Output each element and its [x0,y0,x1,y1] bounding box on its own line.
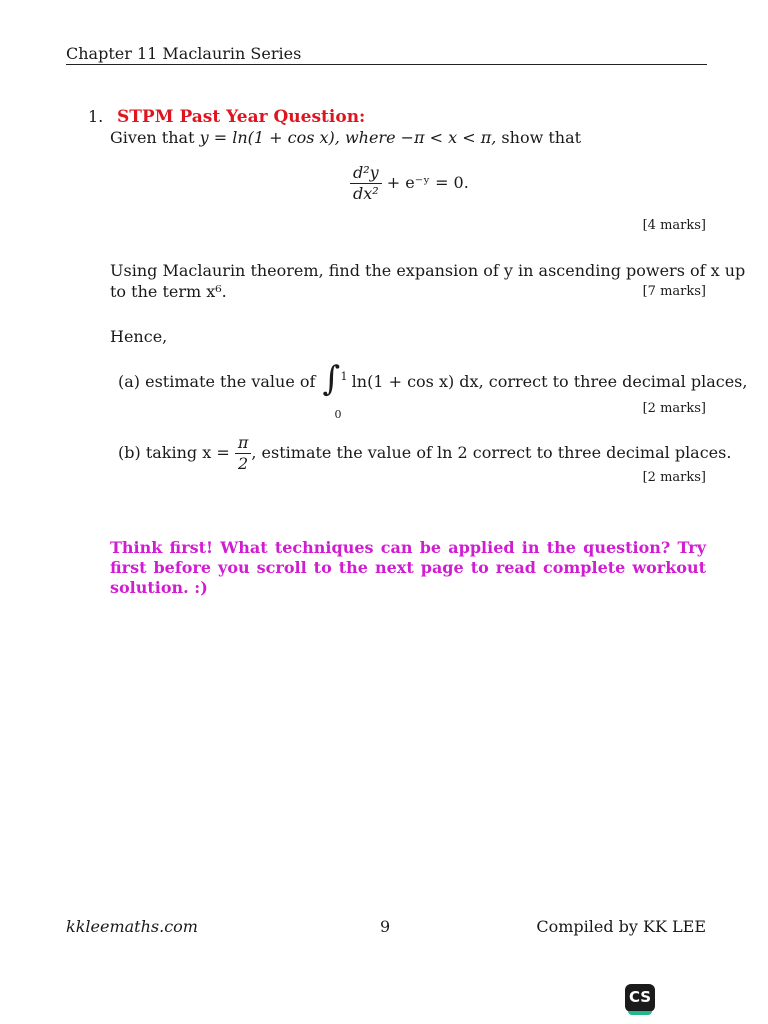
intro-prefix: Given that [110,128,200,147]
intro-suffix: show that [496,128,582,147]
question-title: STPM Past Year Question: [117,107,366,127]
derivative-denominator: dx² [353,184,379,203]
equation-rest: + e⁻ʸ = 0. [386,173,469,192]
part-b-label: (b) [118,443,141,462]
part-b-prefix: taking x = [145,443,230,462]
part-a-prefix: estimate the value of [145,372,316,391]
differential-equation [350,163,469,204]
marks-b: [2 marks] [642,470,706,485]
intro-math: y = ln(1 + cos x), where −π < x < π, [199,128,497,147]
question-number: 1. [88,107,104,126]
question-intro [110,128,581,147]
marks-1: [4 marks] [642,218,706,233]
integral-lower-limit: 0 [334,407,342,421]
footer-page-number: 9 [380,917,391,936]
pi-numerator: π [235,433,252,454]
camscanner-badge-icon: CS [625,984,655,1012]
pi-denominator: 2 [238,454,249,473]
marks-a: [2 marks] [642,401,706,416]
part-a-label: (a) [118,372,141,391]
part-a-integrand: ln(1 + cos x) dx, correct to three decimal places, [351,372,748,391]
derivative-fraction [350,163,382,204]
part-b [118,433,731,474]
part2-line2: to the term x⁶. [110,282,227,301]
footer-site: kkleemaths.com [66,917,198,936]
marks-2: [7 marks] [642,284,706,299]
chapter-header: Chapter 11 Maclaurin Series [66,44,302,63]
integral-sign: ∫ 1 0 [321,363,347,403]
pi-over-two [235,433,252,474]
think-first-prompt: Think first! What techniques can be applied in the question? Try first before you scroll to the next page to read complete workout solution. :) [110,538,706,597]
derivative-numerator: d²y [350,163,382,184]
header-rule [66,64,707,65]
footer-credit: Compiled by KK LEE [536,917,706,936]
part-b-suffix: , estimate the value of ln 2 correct to three decimal places. [251,443,732,462]
hence-text: Hence, [110,327,168,346]
integral-upper-limit: 1 [340,369,348,383]
part2-line1: Using Maclaurin theorem, find the expansion of y in ascending powers of x up [110,261,746,280]
